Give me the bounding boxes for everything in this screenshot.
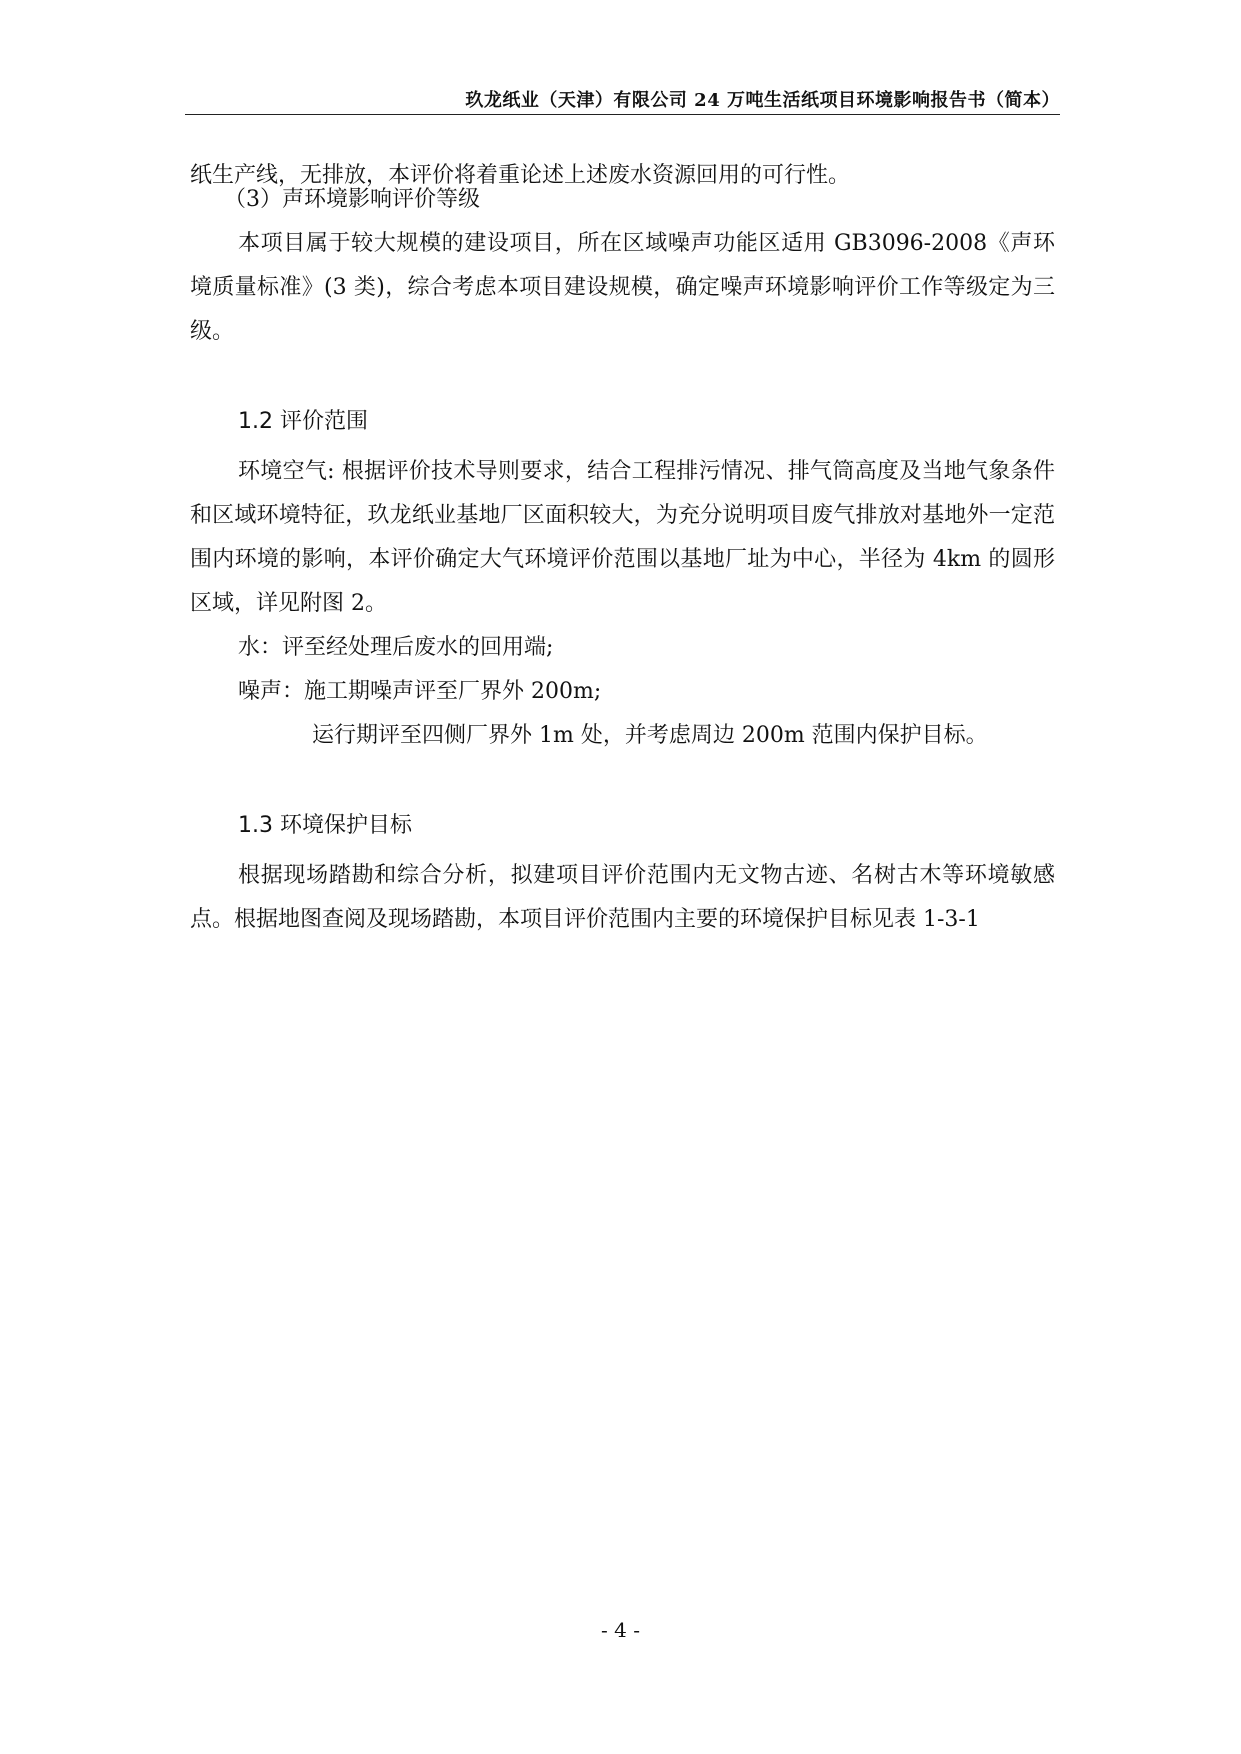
subheading-noise-level: （3）声环境影响评价等级 bbox=[224, 187, 480, 212]
section-heading-1-3: 1.3 环境保护目标 bbox=[238, 813, 412, 838]
paragraph-noise-level: 本项目属于较大规模的建设项目，所在区域噪声功能区适用 GB3096-2008《声环境质量标准》(3 类)，综合考虑本项目建设规模，确定噪声环境影响评价工作等级定为三级。 bbox=[190, 231, 1055, 344]
running-header: 玖龙纸业（天津）有限公司 24 万吨生活纸项目环境影响报告书（简本） bbox=[465, 90, 1060, 111]
paragraph-noise-construction-scope: 噪声：施工期噪声评至厂界外 200m; bbox=[238, 679, 602, 704]
paragraph-protection-targets: 根据现场踏勘和综合分析，拟建项目评价范围内无文物古迹、名树古木等环境敏感点。根据地图查阅及现场踏勘，本项目评价范围内主要的环境保护目标见表 1-3-1 bbox=[190, 863, 1055, 932]
paragraph-air-scope: 环境空气: 根据评价技术导则要求，结合工程排污情况、排气筒高度及当地气象条件和区域环境特征，玖龙纸业基地厂区面积较大，为充分说明项目废气排放对基地外一定范围内环境的影响，本评价确定大气环境评价范围以基地厂址为中心，半径为 4km 的圆形区域，详见附图 2。 bbox=[190, 459, 1055, 616]
paragraph-continuation: 纸生产线，无排放，本评价将着重论述上述废水资源回用的可行性。 bbox=[190, 163, 851, 188]
header-divider bbox=[185, 114, 1060, 115]
page-number: - 4 - bbox=[601, 1618, 640, 1642]
paragraph-noise-operation-scope: 运行期评至四侧厂界外 1m 处，并考虑周边 200m 范围内保护目标。 bbox=[312, 723, 988, 748]
section-heading-1-2: 1.2 评价范围 bbox=[238, 409, 368, 434]
paragraph-water-scope: 水：评至经处理后废水的回用端; bbox=[238, 635, 554, 660]
